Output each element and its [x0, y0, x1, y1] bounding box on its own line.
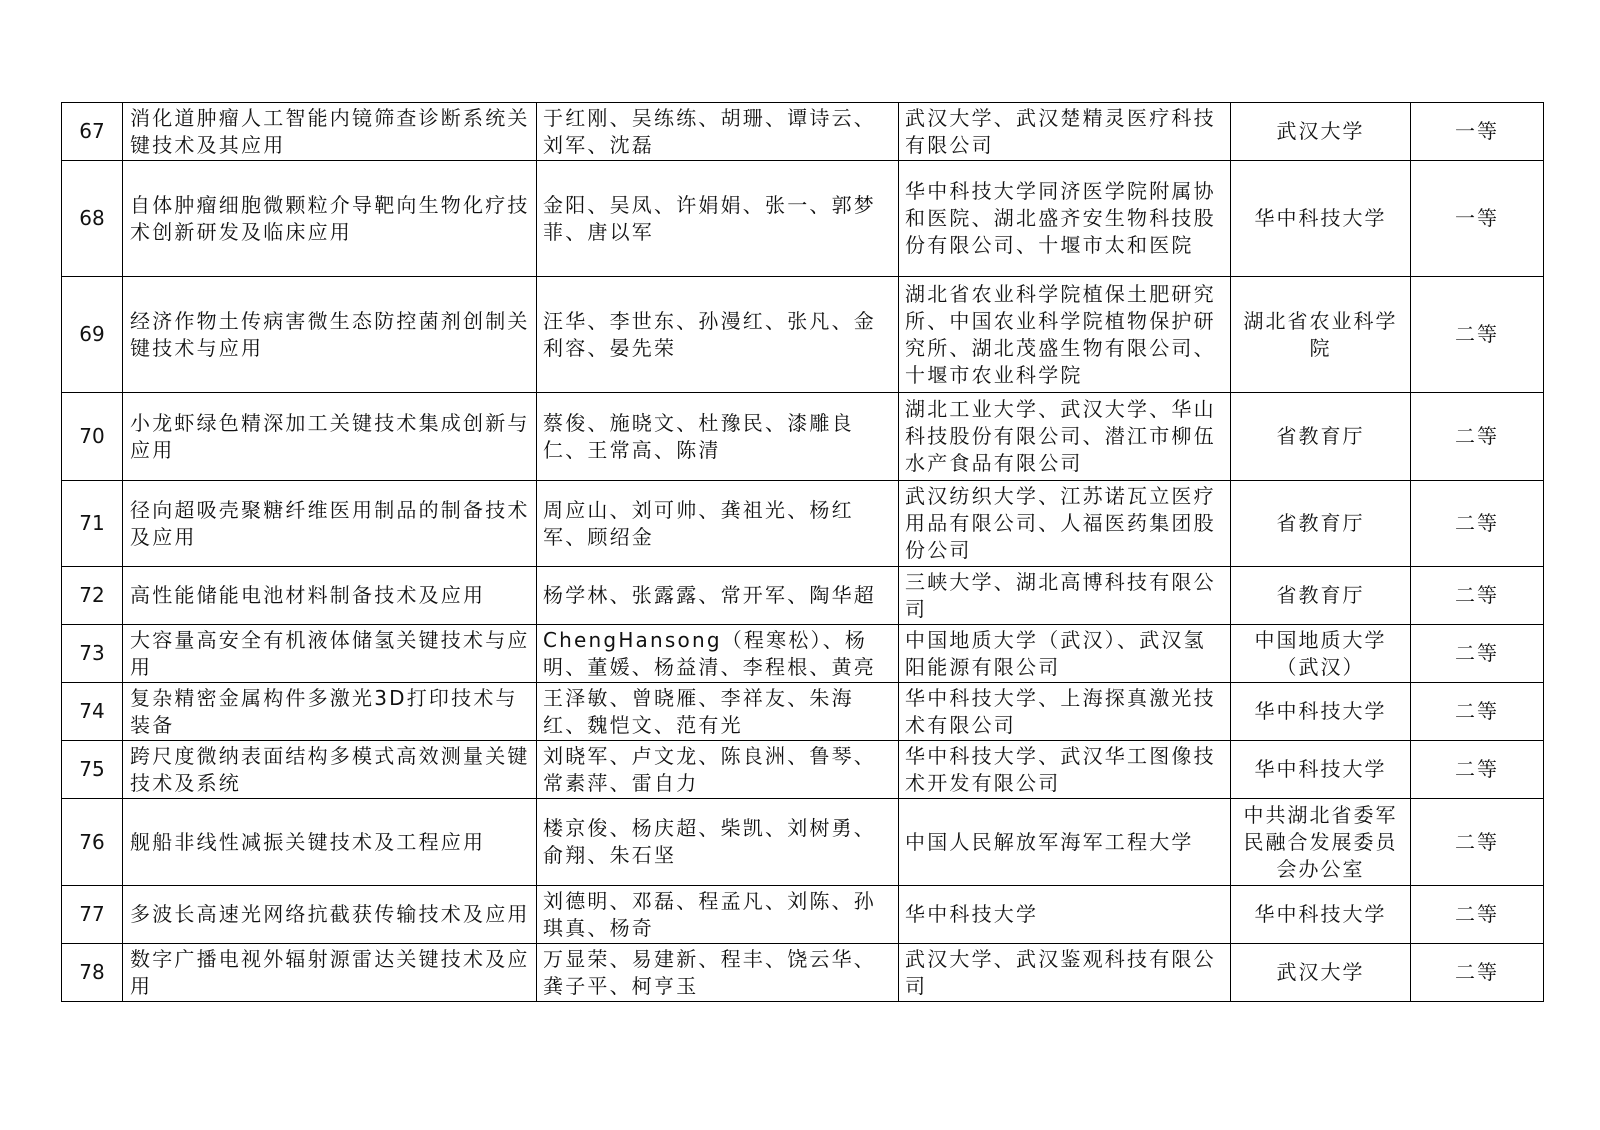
- main-contributors: 汪华、李世东、孙漫红、张凡、金利容、晏先荣: [537, 277, 899, 393]
- award-grade: 二等: [1411, 567, 1544, 625]
- main-contributors: 刘德明、邓磊、程孟凡、刘陈、孙琪真、杨奇: [537, 886, 899, 944]
- project-name: 复杂精密金属构件多激光3D打印技术与装备: [123, 683, 537, 741]
- row-number: 68: [62, 161, 123, 277]
- award-grade: 一等: [1411, 161, 1544, 277]
- project-name: 舰船非线性减振关键技术及工程应用: [123, 799, 537, 886]
- nominating-unit: 华中科技大学: [1231, 886, 1411, 944]
- award-grade: 二等: [1411, 277, 1544, 393]
- completing-organizations: 华中科技大学同济医学院附属协和医院、湖北盛齐安生物科技股份有限公司、十堰市太和医院: [899, 161, 1231, 277]
- table-body: [62, 103, 1544, 1002]
- project-name: 径向超吸壳聚糖纤维医用制品的制备技术及应用: [123, 481, 537, 567]
- table-row: [62, 393, 1544, 481]
- project-name: 跨尺度微纳表面结构多模式高效测量关键技术及系统: [123, 741, 537, 799]
- project-name: 大容量高安全有机液体储氢关键技术与应用: [123, 625, 537, 683]
- nominating-unit: 省教育厅: [1231, 567, 1411, 625]
- row-number: 72: [62, 567, 123, 625]
- table-row: [62, 741, 1544, 799]
- nominating-unit: 湖北省农业科学院: [1231, 277, 1411, 393]
- main-contributors: 刘晓军、卢文龙、陈良洲、鲁琴、常素萍、雷自力: [537, 741, 899, 799]
- main-contributors: 周应山、刘可帅、龚祖光、杨红军、顾绍金: [537, 481, 899, 567]
- award-grade: 二等: [1411, 799, 1544, 886]
- table-row: [62, 277, 1544, 393]
- table-row: [62, 944, 1544, 1002]
- nominating-unit: 中共湖北省委军民融合发展委员会办公室: [1231, 799, 1411, 886]
- nominating-unit: 华中科技大学: [1231, 683, 1411, 741]
- nominating-unit: 华中科技大学: [1231, 741, 1411, 799]
- completing-organizations: 武汉大学、武汉鉴观科技有限公司: [899, 944, 1231, 1002]
- award-grade: 二等: [1411, 944, 1544, 1002]
- row-number: 74: [62, 683, 123, 741]
- main-contributors: ChengHansong（程寒松）、杨明、董媛、杨益清、李程根、黄亮: [537, 625, 899, 683]
- nominating-unit: 武汉大学: [1231, 944, 1411, 1002]
- table-row: [62, 886, 1544, 944]
- awards-table: [61, 102, 1544, 1002]
- main-contributors: 金阳、吴凤、许娟娟、张一、郭梦菲、唐以军: [537, 161, 899, 277]
- completing-organizations: 武汉纺织大学、江苏诺瓦立医疗用品有限公司、人福医药集团股份公司: [899, 481, 1231, 567]
- completing-organizations: 湖北省农业科学院植保土肥研究所、中国农业科学院植物保护研究所、湖北茂盛生物有限公司、十堰市农业科学院: [899, 277, 1231, 393]
- table-row: [62, 481, 1544, 567]
- completing-organizations: 华中科技大学、上海探真激光技术有限公司: [899, 683, 1231, 741]
- row-number: 70: [62, 393, 123, 481]
- row-number: 77: [62, 886, 123, 944]
- nominating-unit: 武汉大学: [1231, 103, 1411, 161]
- completing-organizations: 湖北工业大学、武汉大学、华山科技股份有限公司、潜江市柳伍水产食品有限公司: [899, 393, 1231, 481]
- completing-organizations: 中国人民解放军海军工程大学: [899, 799, 1231, 886]
- completing-organizations: 华中科技大学、武汉华工图像技术开发有限公司: [899, 741, 1231, 799]
- award-grade: 二等: [1411, 886, 1544, 944]
- award-grade: 二等: [1411, 481, 1544, 567]
- table-row: [62, 683, 1544, 741]
- award-grade: 一等: [1411, 103, 1544, 161]
- row-number: 71: [62, 481, 123, 567]
- main-contributors: 万显荣、易建新、程丰、饶云华、龚子平、柯亨玉: [537, 944, 899, 1002]
- award-grade: 二等: [1411, 625, 1544, 683]
- table-row: [62, 567, 1544, 625]
- nominating-unit: 省教育厅: [1231, 393, 1411, 481]
- main-contributors: 王泽敏、曾晓雁、李祥友、朱海红、魏恺文、范有光: [537, 683, 899, 741]
- project-name: 消化道肿瘤人工智能内镜筛查诊断系统关键技术及其应用: [123, 103, 537, 161]
- main-contributors: 蔡俊、施晓文、杜豫民、漆雕良仁、王常高、陈清: [537, 393, 899, 481]
- nominating-unit: 中国地质大学（武汉）: [1231, 625, 1411, 683]
- award-grade: 二等: [1411, 683, 1544, 741]
- project-name: 经济作物土传病害微生态防控菌剂创制关键技术与应用: [123, 277, 537, 393]
- nominating-unit: 省教育厅: [1231, 481, 1411, 567]
- row-number: 69: [62, 277, 123, 393]
- row-number: 75: [62, 741, 123, 799]
- table-row: [62, 161, 1544, 277]
- row-number: 76: [62, 799, 123, 886]
- nominating-unit: 华中科技大学: [1231, 161, 1411, 277]
- main-contributors: 于红刚、吴练练、胡珊、谭诗云、刘军、沈磊: [537, 103, 899, 161]
- row-number: 73: [62, 625, 123, 683]
- completing-organizations: 武汉大学、武汉楚精灵医疗科技有限公司: [899, 103, 1231, 161]
- row-number: 78: [62, 944, 123, 1002]
- completing-organizations: 三峡大学、湖北高博科技有限公司: [899, 567, 1231, 625]
- project-name: 数字广播电视外辐射源雷达关键技术及应用: [123, 944, 537, 1002]
- award-grade: 二等: [1411, 741, 1544, 799]
- project-name: 高性能储能电池材料制备技术及应用: [123, 567, 537, 625]
- award-grade: 二等: [1411, 393, 1544, 481]
- completing-organizations: 中国地质大学（武汉）、武汉氢阳能源有限公司: [899, 625, 1231, 683]
- table-row: [62, 103, 1544, 161]
- project-name: 自体肿瘤细胞微颗粒介导靶向生物化疗技术创新研发及临床应用: [123, 161, 537, 277]
- row-number: 67: [62, 103, 123, 161]
- project-name: 多波长高速光网络抗截获传输技术及应用: [123, 886, 537, 944]
- table-row: [62, 625, 1544, 683]
- table-row: [62, 799, 1544, 886]
- project-name: 小龙虾绿色精深加工关键技术集成创新与应用: [123, 393, 537, 481]
- completing-organizations: 华中科技大学: [899, 886, 1231, 944]
- main-contributors: 杨学林、张露露、常开军、陶华超: [537, 567, 899, 625]
- main-contributors: 楼京俊、杨庆超、柴凯、刘树勇、俞翔、朱石坚: [537, 799, 899, 886]
